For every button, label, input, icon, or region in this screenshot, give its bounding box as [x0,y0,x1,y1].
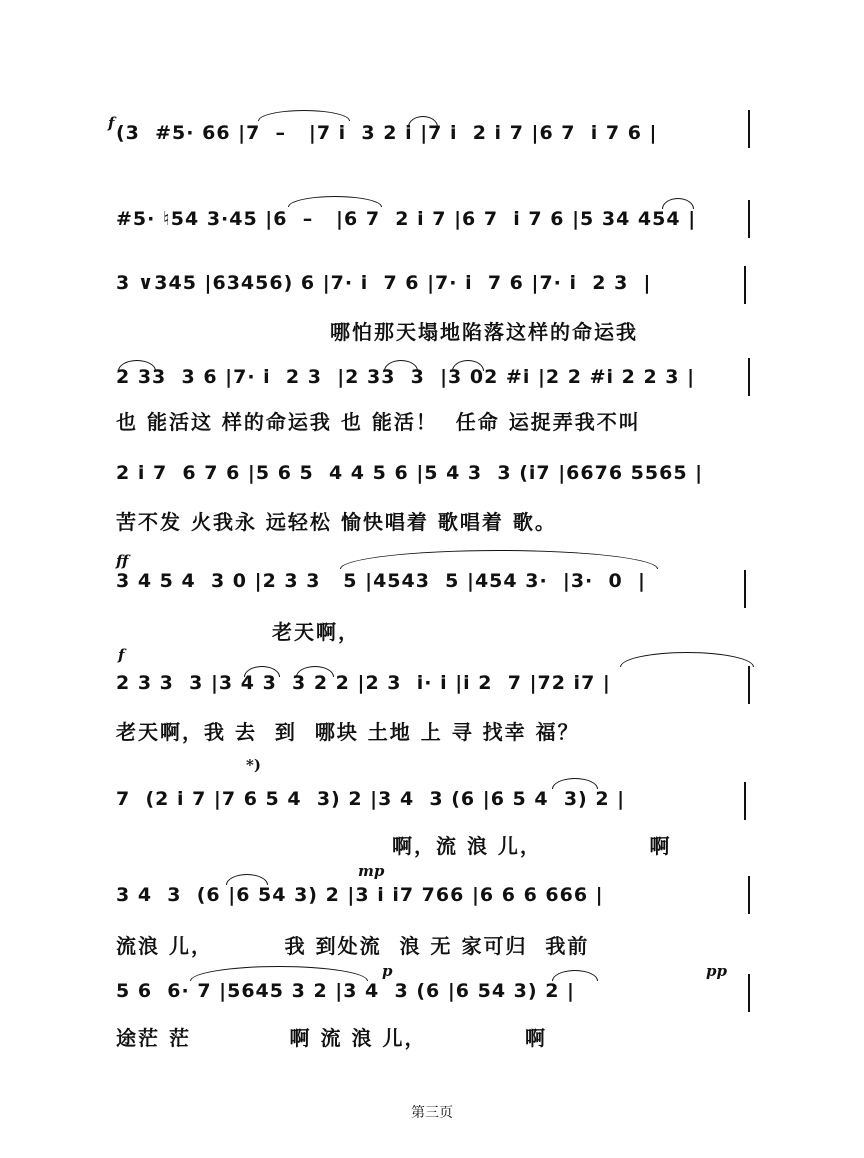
barline [748,110,750,148]
lyrics-line: 也 能活这 样的命运我 也 能活！ 任命 运捉弄我不叫 [116,410,641,434]
lyrics-line: 途茫 茫 啊 流 浪 儿， 啊 [116,1026,548,1050]
dynamic-marking: f [118,646,125,664]
lyrics-line: 老天啊， [272,620,360,644]
barline [748,974,750,1012]
notation-line [116,756,756,810]
notation-line [116,450,756,490]
notation-line [116,110,756,150]
lyrics-line: 哪怕那天塌地陷落这样的命运我 [330,320,638,344]
barline [748,358,750,396]
notation-line [116,266,756,306]
dynamic-marking: f [108,114,115,132]
lyrics-line: 苦不发 火我永 远轻松 愉快唱着 歌唱着 歌。 [116,510,557,534]
dynamic-marking: pp [706,962,727,980]
notation-text: 2 33 3 6 |7· i 2 3 |2 33 3 |3 02 #i |2 2 #i 2 2 3 | [116,366,696,388]
notation-text: (3 #5· 66 |7 – |7 i 3 2 i |7 i 2 i 7 |6 7 i 7 6 | [116,122,658,144]
notation-text: 3 4 5 4 3 0 |2 3 3 5 |4543 5 |454 3· |3· 0 | [116,570,646,592]
page-number: 第三页 [411,1105,453,1121]
notation-line [116,192,756,232]
notation-line [116,358,756,398]
dynamic-marking: ff [116,552,129,570]
notation-text: 2 i 7 6 7 6 |5 6 5 4 4 5 6 |5 4 3 3 (i7 |6676 5565 | [116,462,704,484]
dynamic-marking: p [382,962,393,980]
notation-text: 3 4 3 (6 |6 54 3) 2 |3 i i7 766 |6 6 6 666 | [116,884,604,906]
notation-text: 2 3 3 3 |3 4 3 3 2 2 |2 3 i· i |i 2 7 |72 i7 | [116,672,611,694]
notation-line [116,862,756,906]
lyrics-line: 老天啊，我 去 到 哪块 土地 上 寻 找幸 福？ [116,720,580,744]
footnote-mark: *) [246,756,261,774]
barline [748,200,750,238]
lyrics-line: 啊，流 浪 儿， 啊 [392,834,672,858]
dynamic-marking: mp [358,862,385,880]
barline [744,570,746,608]
notation-text: 3 ∨345 |63456) 6 |7· i 7 6 |7· i 7 6 |7· i 2 3 | [116,272,652,294]
barline [744,266,746,304]
barline [744,782,746,820]
lyrics-line: 流浪 儿， 我 到处流 浪 无 家可归 我前 [116,934,590,958]
notation-text: 5 6 6· 7 |5645 3 2 |3 4 3 (6 |6 54 3) 2 | [116,980,575,1002]
barline [748,666,750,704]
notation-text: #5· ♮54 3·45 |6 – |6 7 2 i 7 |6 7 i 7 6 |5 34 454 | [116,208,697,230]
barline [748,876,750,914]
notation-text: 7 (2 i 7 |7 6 5 4 3) 2 |3 4 3 (6 |6 5 4 3) 2 | [116,788,626,810]
